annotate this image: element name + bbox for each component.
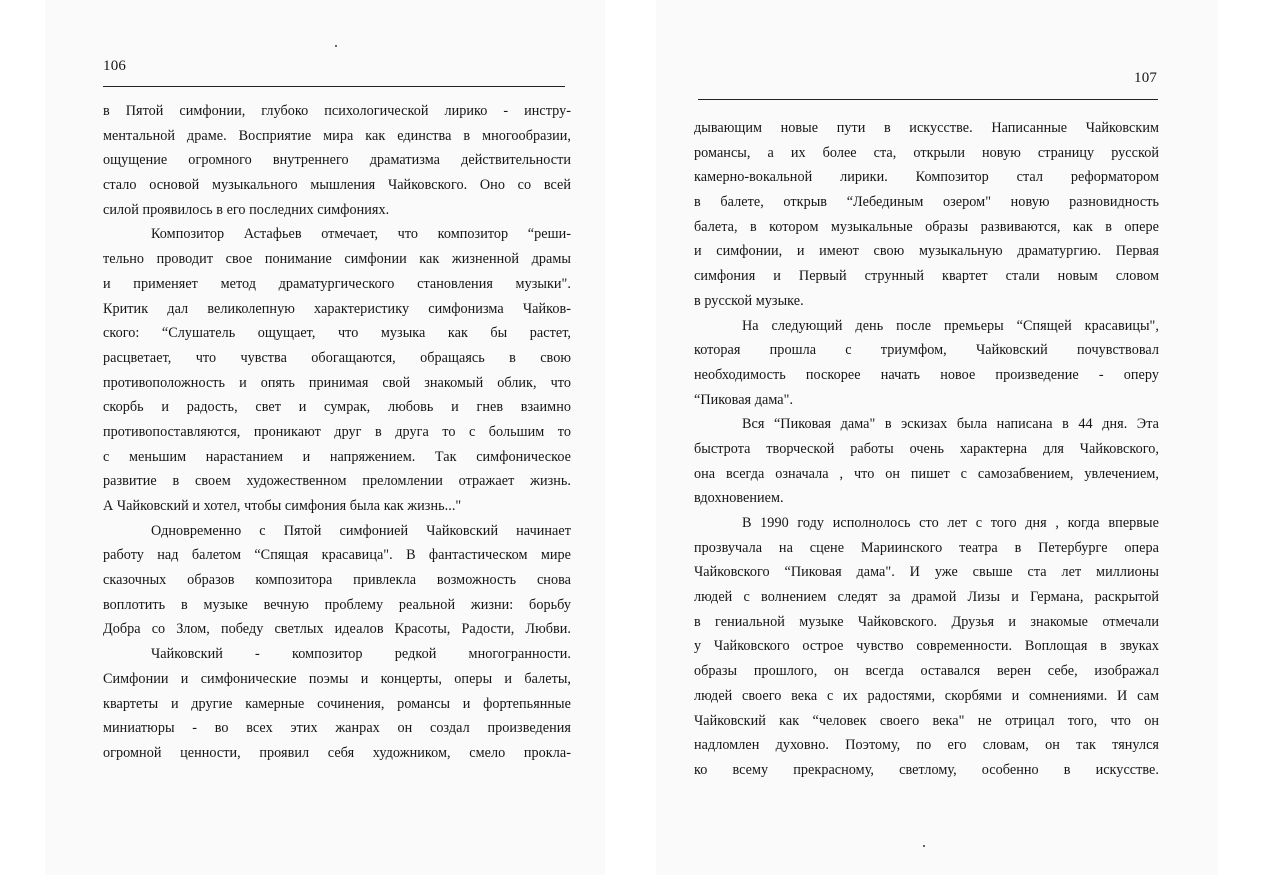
- text-line: которая прошла с триумфом, Чайковский почувствовал: [694, 342, 1159, 359]
- text-line: балета, в котором музыкальные образы развиваются, как в опере: [694, 218, 1159, 235]
- right-page: [656, 0, 1218, 875]
- text-line: в балете, открыв “Лебединым озером" новую разновидность: [694, 194, 1159, 211]
- text-line: А Чайковский и хотел, чтобы симфония была как жизнь...": [103, 498, 462, 514]
- text-line: сказочных образов композитора привлекла возможность снова: [103, 572, 571, 589]
- text-line: с меньшим нарастанием и напряжением. Так симфоническое: [103, 448, 571, 465]
- text-line: В 1990 году исполнолось сто лет с того дня , когда впервые: [742, 515, 1159, 531]
- text-line: ко всему прекрасному, светлому, особенно в искусстве.: [694, 761, 1159, 778]
- text-line: Одновременно с Пятой симфонией Чайковский начинает: [151, 522, 571, 539]
- text-line: тельно проводит свое понимание симфонии как жизненной драмы: [103, 251, 571, 268]
- right-page-text: [694, 116, 1159, 783]
- header-rule: [103, 86, 565, 87]
- text-line: расцветает, что чувства обогащаются, обращаясь в свою: [103, 349, 571, 366]
- text-line: в Пятой симфонии, глубоко психологической лирико - инстру-: [103, 103, 571, 119]
- text-line: Вся “Пиковая дама" в эскизах была написана в 44 дня. Эта: [742, 416, 1159, 433]
- text-line: миниатюры - во всех этих жанрах он создал произведения: [103, 720, 571, 737]
- text-line: воплотить в музыке вечную проблему реальной жизни: борьбу: [103, 596, 571, 613]
- text-line: Композитор Астафьев отмечает, что композитор “реши-: [151, 226, 571, 243]
- text-line: ского: “Слушатель ощущает, что музыка как бы растет,: [103, 325, 571, 342]
- text-line: Симфонии и симфонические поэмы и концерты, оперы и балеты,: [103, 670, 571, 687]
- text-line: людей с волнением следят за драмой Лизы и Германа, раскрытой: [694, 589, 1159, 606]
- text-line: она всегда означала , что он пишет с самозабвением, увлечением,: [694, 465, 1159, 482]
- text-line: романсы, а их более ста, открыли новую страницу русской: [694, 144, 1159, 161]
- text-line: противопоставляются, проникают друг в друга то с большим то: [103, 423, 571, 440]
- text-line: Добра со Злом, победу светлых идеалов Красоты, Радости, Любви.: [103, 621, 571, 638]
- text-line: симфония и Первый струнный квартет стали новым словом: [694, 268, 1159, 285]
- text-line: ощущение огромного внутреннего драматизма действительности: [103, 152, 571, 169]
- text-line: быстрота творческой работы очень характерна для Чайковского,: [694, 440, 1159, 457]
- text-line: и симфонии, и имеют свою музыкальную драматургию. Первая: [694, 243, 1159, 260]
- text-line: противоположность и опять принимая свой знакомый облик, что: [103, 374, 571, 391]
- text-line: вдохновением.: [694, 490, 784, 507]
- header-rule: [698, 99, 1158, 100]
- text-line: надломлен духовно. Поэтому, по его словам, он так тянулся: [694, 737, 1159, 754]
- text-line: силой проявилось в его последних симфониях.: [103, 201, 390, 218]
- text-line: Чайковского “Пиковая дама". И уже свыше ста лет миллионы: [694, 564, 1159, 581]
- text-line: “Пиковая дама".: [694, 391, 794, 408]
- left-page: [45, 0, 605, 875]
- text-line: На следующий день после премьеры “Спящей красавицы",: [742, 317, 1159, 334]
- text-line: у Чайковского острое чувство современности. Воплощая в звуках: [694, 638, 1159, 655]
- text-line: прозвучала на сцене Мариинского театра в Петербурге опера: [694, 539, 1159, 556]
- print-speck: [335, 45, 337, 47]
- left-page-text: [103, 99, 571, 766]
- text-line: стало основой музыкального мышления Чайковского. Оно со всей: [103, 177, 571, 194]
- text-line: ментальной драме. Восприятие мира как единства в многообразии,: [103, 127, 571, 144]
- text-line: в гениальной музыке Чайковского. Друзья и знакомые отмечали: [694, 613, 1159, 630]
- text-line: в русской музыке.: [694, 292, 804, 309]
- text-line: камерно-вокальной лирики. Композитор стал реформатором: [694, 169, 1159, 186]
- text-line: скорбь и радость, свет и сумрак, любовь и гнев взаимно: [103, 399, 571, 416]
- text-line: необходимость поскорее начать новое произведение - оперу: [694, 366, 1159, 383]
- text-line: огромной ценности, проявил себя художником, смело прокла-: [103, 744, 571, 761]
- print-speck: [923, 845, 925, 847]
- text-line: развитие в своем художественном преломлении отражает жизнь.: [103, 473, 571, 490]
- text-line: квартеты и другие камерные сочинения, романсы и фортепьянные: [103, 695, 571, 712]
- page-number: 106: [103, 58, 127, 74]
- text-line: и применяет метод драматургического становления музыки".: [103, 275, 571, 292]
- text-line: Чайковский как “человек своего века" не отрицал того, что он: [694, 712, 1159, 729]
- text-line: дывающим новые пути в искусстве. Написанные Чайковским: [694, 120, 1159, 136]
- text-line: Чайковский - композитор редкой многогранности.: [151, 646, 571, 663]
- text-line: образы прошлого, он всегда оставался верен себе, изображал: [694, 663, 1159, 680]
- text-line: работу над балетом “Спящая красавица". В фантастическом мире: [103, 547, 571, 564]
- text-line: людей своего века с их радостями, скорбями и сомнениями. И сам: [694, 687, 1159, 704]
- text-line: Критик дал великолепную характеристику симфонизма Чайков-: [103, 300, 571, 317]
- page-number: 107: [1134, 70, 1158, 86]
